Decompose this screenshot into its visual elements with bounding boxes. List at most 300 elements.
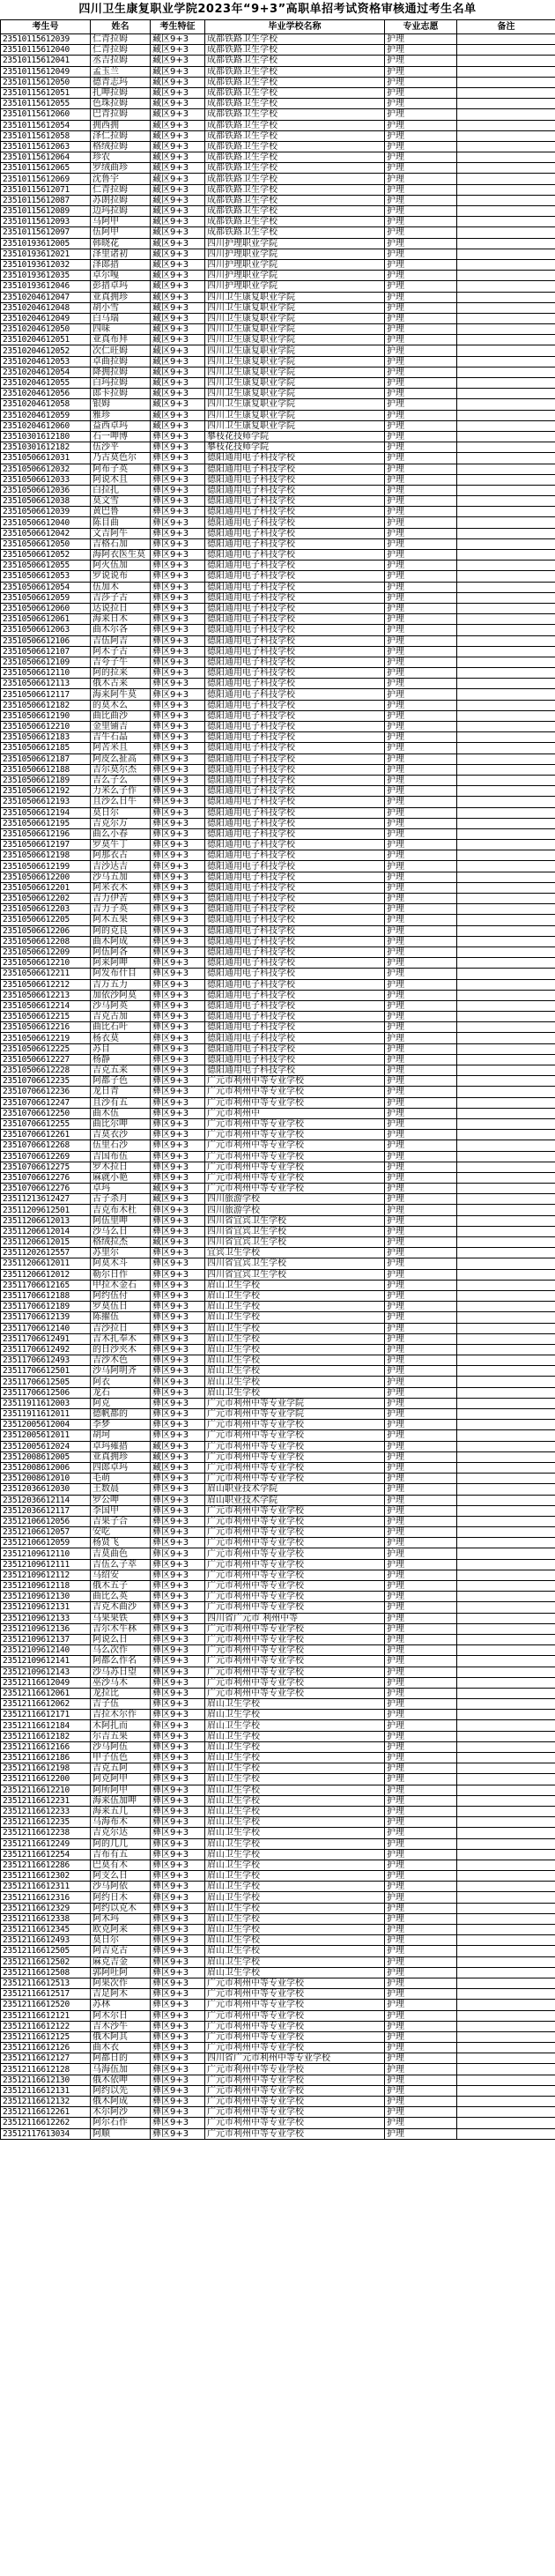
cell-major: 护理 (385, 1720, 457, 1731)
cell-major: 护理 (385, 775, 457, 785)
cell-feature: 彝区9+3 (151, 1495, 205, 1505)
cell-exam-id: 23510506612219 (1, 1033, 91, 1043)
cell-remark (457, 1838, 555, 1849)
cell-major: 护理 (385, 872, 457, 882)
table-row (1, 1592, 555, 1602)
cell-major: 护理 (385, 1860, 457, 1870)
cell-exam-id: 23512116612198 (1, 1763, 91, 1774)
table-row (1, 345, 555, 356)
cell-feature: 彝区9+3 (151, 1946, 205, 1956)
cell-exam-id: 23512109612111 (1, 1559, 91, 1570)
cell-feature: 彝区9+3 (151, 1065, 205, 1076)
cell-major: 护理 (385, 345, 457, 356)
cell-major: 护理 (385, 2031, 457, 2042)
cell-feature: 彝区9+3 (151, 560, 205, 571)
cell-exam-id: 23510115612063 (1, 141, 91, 152)
cell-name: 阿木玛 (91, 1913, 151, 1924)
cell-name: 陈擢伍 (91, 1312, 151, 1323)
cell-exam-id: 23510506612202 (1, 894, 91, 904)
cell-remark (457, 1806, 555, 1816)
cell-name: 亚真布拜 (91, 335, 151, 345)
cell-major: 护理 (385, 238, 457, 249)
cell-exam-id: 23510506612117 (1, 689, 91, 700)
cell-remark (457, 1043, 555, 1054)
cell-school: 成都铁路卫生学校 (205, 152, 385, 163)
cell-feature: 彝区9+3 (151, 646, 205, 657)
cell-exam-id: 23511706612493 (1, 1355, 91, 1366)
table-row (1, 109, 555, 120)
cell-school: 眉山卫生学校 (205, 1312, 385, 1323)
cell-feature: 藏区9+3 (151, 120, 205, 130)
cell-school: 眉山卫生学校 (205, 1774, 385, 1785)
cell-feature: 彝区9+3 (151, 625, 205, 635)
cell-major: 护理 (385, 840, 457, 850)
cell-name: 木阿扎而 (91, 1720, 151, 1731)
cell-school: 四川卫生康复职业学院 (205, 356, 385, 367)
cell-feature: 藏区9+3 (151, 184, 205, 195)
cell-name: 曲比曲沙 (91, 710, 151, 721)
cell-school: 四川卫生康复职业学院 (205, 335, 385, 345)
cell-school: 眉山卫生学校 (205, 1828, 385, 1838)
cell-name: 吉格石加 (91, 538, 151, 549)
cell-remark (457, 1441, 555, 1451)
cell-exam-id: 23510204612047 (1, 292, 91, 302)
table-row (1, 2031, 555, 2042)
cell-school: 广元市利州中等专业学校 (205, 1688, 385, 1698)
cell-school: 广元市利州中等专业学校 (205, 2107, 385, 2118)
cell-major: 护理 (385, 141, 457, 152)
cell-name: 阿伍阿各 (91, 947, 151, 957)
table-row (1, 1763, 555, 1774)
cell-major: 护理 (385, 1000, 457, 1011)
cell-exam-id: 23510506612213 (1, 990, 91, 1000)
cell-feature: 彝区9+3 (151, 1205, 205, 1215)
table-row (1, 1720, 555, 1731)
table-row (1, 1946, 555, 1956)
cell-major: 护理 (385, 1130, 457, 1140)
cell-remark (457, 496, 555, 507)
cell-major: 护理 (385, 271, 457, 281)
table-row (1, 1505, 555, 1516)
cell-remark (457, 1592, 555, 1602)
table-row (1, 797, 555, 807)
cell-name: 白拉扎 (91, 485, 151, 495)
cell-remark (457, 1087, 555, 1097)
cell-name: 沈鲁宇 (91, 174, 151, 184)
cell-school: 广元市利州中等专业学校 (205, 1527, 385, 1538)
cell-exam-id: 23510506612188 (1, 764, 91, 775)
cell-name: 阿约伍付 (91, 1290, 151, 1301)
cell-remark (457, 1688, 555, 1698)
cell-remark (457, 679, 555, 689)
cell-major: 护理 (385, 990, 457, 1000)
cell-exam-id: 23512116612254 (1, 1849, 91, 1860)
cell-name: 阿都子色 (91, 1076, 151, 1087)
cell-exam-id: 23510706612276 (1, 1184, 91, 1194)
cell-exam-id: 23510204612053 (1, 356, 91, 367)
cell-feature: 彝区9+3 (151, 894, 205, 904)
table-row (1, 238, 555, 249)
cell-school: 眉山卫生学校 (205, 1967, 385, 1978)
table-row (1, 1355, 555, 1366)
cell-exam-id: 23510506612212 (1, 979, 91, 990)
table-row (1, 1462, 555, 1473)
cell-remark (457, 775, 555, 785)
cell-exam-id: 23512106612059 (1, 1538, 91, 1548)
cell-exam-id: 23510706612236 (1, 1087, 91, 1097)
table-row (1, 1012, 555, 1022)
cell-name: 龙石 (91, 1387, 151, 1398)
cell-feature: 藏区9+3 (151, 130, 205, 141)
cell-remark (457, 689, 555, 700)
table-row (1, 1817, 555, 1828)
cell-remark (457, 1355, 555, 1366)
cell-school: 成都铁路卫生学校 (205, 130, 385, 141)
cell-exam-id: 23510706612269 (1, 1151, 91, 1162)
cell-remark (457, 1194, 555, 1205)
cell-major: 护理 (385, 915, 457, 925)
cell-exam-id: 23510115612054 (1, 120, 91, 130)
cell-major: 护理 (385, 807, 457, 818)
cell-remark (457, 1602, 555, 1613)
cell-school: 德阳通用电子科技学校 (205, 969, 385, 979)
cell-exam-id: 23510506612042 (1, 528, 91, 538)
cell-exam-id: 23510193612032 (1, 259, 91, 270)
cell-major: 护理 (385, 2053, 457, 2064)
table-row (1, 1795, 555, 1806)
cell-name: 伍加木 (91, 582, 151, 592)
cell-remark (457, 786, 555, 797)
cell-school: 成都铁路卫生学校 (205, 227, 385, 238)
cell-school: 攀枝花技师学院 (205, 442, 385, 453)
cell-school: 德阳通用电子科技学校 (205, 453, 385, 464)
cell-exam-id: 23512005612024 (1, 1441, 91, 1451)
table-row (1, 1290, 555, 1301)
cell-name: 吉莎子古 (91, 592, 151, 603)
cell-feature: 彝区9+3 (151, 1226, 205, 1236)
table-row (1, 679, 555, 689)
cell-remark (457, 1634, 555, 1644)
cell-school: 广元市利州中等专业学校 (205, 1140, 385, 1151)
cell-school: 成都铁路卫生学校 (205, 34, 385, 45)
cell-feature: 彝区9+3 (151, 1012, 205, 1022)
cell-school: 眉山卫生学校 (205, 1344, 385, 1355)
cell-name: 银姆 (91, 399, 151, 410)
cell-remark (457, 1172, 555, 1183)
cell-school: 广元市利州中等专业学校 (205, 1184, 385, 1194)
cell-name: 孟玉兰 (91, 66, 151, 77)
table-row (1, 1538, 555, 1548)
cell-school: 成都铁路卫生学校 (205, 217, 385, 227)
cell-feature: 彝区9+3 (151, 1838, 205, 1849)
cell-remark (457, 1956, 555, 1967)
cell-exam-id: 23510204612052 (1, 345, 91, 356)
cell-exam-id: 23512116612122 (1, 2021, 91, 2031)
cell-name: 杨衣莫 (91, 1033, 151, 1043)
cell-exam-id: 23510706612255 (1, 1118, 91, 1129)
cell-school: 四川卫生康复职业学院 (205, 313, 385, 323)
cell-exam-id: 23510506612192 (1, 786, 91, 797)
cell-exam-id: 23510301612182 (1, 442, 91, 453)
cell-name: 且沙么日牛 (91, 797, 151, 807)
cell-major: 护理 (385, 958, 457, 969)
cell-major: 护理 (385, 603, 457, 613)
cell-major: 护理 (385, 1172, 457, 1183)
cell-school: 广元市利州中等专业学校 (205, 1602, 385, 1613)
cell-major: 护理 (385, 700, 457, 710)
cell-remark (457, 1215, 555, 1226)
cell-major: 护理 (385, 56, 457, 66)
cell-school: 广元市利州中等专业学校 (205, 1172, 385, 1183)
cell-remark (457, 840, 555, 850)
cell-name: 罗莫伍日 (91, 1302, 151, 1312)
cell-school: 广元市利州中等专业学校 (205, 1978, 385, 1988)
cell-exam-id: 23510506612185 (1, 743, 91, 753)
table-row (1, 34, 555, 45)
cell-school: 广元市利州中等专业学院 (205, 1409, 385, 1420)
cell-name: 吉么子么 (91, 775, 151, 785)
cell-feature: 彝区9+3 (151, 1409, 205, 1420)
cell-school: 四川省宜宾卫生学校 (205, 1269, 385, 1280)
table-row (1, 603, 555, 613)
table-row (1, 582, 555, 592)
cell-name: 阿克 (91, 1398, 151, 1408)
cell-name: 郎卡拉姆 (91, 389, 151, 399)
cell-feature: 彝区9+3 (151, 1248, 205, 1258)
cell-feature: 彝区9+3 (151, 1913, 205, 1924)
table-row (1, 700, 555, 710)
cell-name: 吉沙木色 (91, 1355, 151, 1366)
table-row (1, 1849, 555, 1860)
cell-name: 阿说木且 (91, 474, 151, 485)
cell-remark (457, 399, 555, 410)
cell-feature: 彝区9+3 (151, 1022, 205, 1033)
cell-exam-id: 23512116612261 (1, 2107, 91, 2118)
cell-remark (457, 743, 555, 753)
cell-major: 护理 (385, 2128, 457, 2139)
cell-name: 李梦 (91, 1420, 151, 1430)
cell-name: 吉莫衣沙 (91, 1130, 151, 1140)
cell-school: 广元市利州中等专业学校 (205, 1130, 385, 1140)
cell-remark (457, 2075, 555, 2085)
cell-feature: 彝区9+3 (151, 453, 205, 464)
cell-feature: 藏区9+3 (151, 420, 205, 431)
cell-remark (457, 431, 555, 442)
cell-school: 德阳通用电子科技学校 (205, 592, 385, 603)
cell-feature: 彝区9+3 (151, 689, 205, 700)
cell-major: 护理 (385, 302, 457, 313)
cell-school: 四川卫生康复职业学院 (205, 399, 385, 410)
cell-major: 护理 (385, 592, 457, 603)
cell-exam-id: 23511206612014 (1, 1226, 91, 1236)
table-row (1, 464, 555, 474)
cell-major: 护理 (385, 1602, 457, 1613)
cell-exam-id: 23512116612126 (1, 2043, 91, 2053)
cell-name: 黄巴鲁 (91, 507, 151, 517)
cell-feature: 彝区9+3 (151, 1710, 205, 1720)
cell-remark (457, 1387, 555, 1398)
cell-feature: 藏区9+3 (151, 249, 205, 259)
cell-remark (457, 174, 555, 184)
cell-name: 曲比石叶 (91, 1022, 151, 1033)
table-row (1, 249, 555, 259)
cell-name: 阿的几几 (91, 1838, 151, 1849)
cell-exam-id: 23510506612206 (1, 925, 91, 936)
cell-exam-id: 23512116612249 (1, 1838, 91, 1849)
cell-remark (457, 2107, 555, 2118)
cell-major: 护理 (385, 399, 457, 410)
cell-feature: 彝区9+3 (151, 1763, 205, 1774)
cell-name: 苏朗拉姆 (91, 195, 151, 205)
cell-feature: 彝区9+3 (151, 1398, 205, 1408)
table-row (1, 1108, 555, 1118)
table-row (1, 668, 555, 679)
cell-feature: 彝区9+3 (151, 1817, 205, 1828)
cell-major: 护理 (385, 1645, 457, 1656)
cell-feature: 彝区9+3 (151, 764, 205, 775)
cell-major: 护理 (385, 1302, 457, 1312)
cell-exam-id: 23510115612069 (1, 174, 91, 184)
cell-feature: 彝区9+3 (151, 753, 205, 764)
cell-remark (457, 1118, 555, 1129)
cell-feature: 彝区9+3 (151, 1871, 205, 1882)
cell-exam-id: 23512116612184 (1, 1720, 91, 1731)
cell-remark (457, 507, 555, 517)
table-row (1, 925, 555, 936)
cell-remark (457, 66, 555, 77)
cell-major: 护理 (385, 614, 457, 625)
cell-remark (457, 1184, 555, 1194)
table-row (1, 2107, 555, 2118)
cell-remark (457, 130, 555, 141)
cell-school: 成都铁路卫生学校 (205, 77, 385, 87)
cell-feature: 彝区9+3 (151, 1000, 205, 1011)
cell-major: 护理 (385, 1151, 457, 1162)
cell-school: 眉山卫生学校 (205, 1302, 385, 1312)
cell-school: 德阳通用电子科技学校 (205, 947, 385, 957)
table-row (1, 99, 555, 109)
cell-feature: 彝区9+3 (151, 603, 205, 613)
cell-remark (457, 45, 555, 56)
cell-school: 德阳通用电子科技学校 (205, 1012, 385, 1022)
cell-major: 护理 (385, 1097, 457, 1108)
table-row (1, 271, 555, 281)
cell-feature: 彝区9+3 (151, 668, 205, 679)
cell-exam-id: 23512116612316 (1, 1892, 91, 1903)
cell-name: 俄木依呷 (91, 2075, 151, 2085)
table-row (1, 710, 555, 721)
cell-remark (457, 1763, 555, 1774)
cell-feature: 彝区9+3 (151, 947, 205, 957)
cell-exam-id: 23512116612186 (1, 1753, 91, 1763)
cell-feature: 彝区9+3 (151, 1366, 205, 1377)
cell-feature: 藏区9+3 (151, 87, 205, 98)
cell-name: 泽里诸初 (91, 249, 151, 259)
cell-remark (457, 2043, 555, 2053)
table-row (1, 1935, 555, 1946)
cell-exam-id: 23510506612216 (1, 1022, 91, 1033)
cell-name: 毛萌 (91, 1474, 151, 1484)
cell-feature: 藏区9+3 (151, 1237, 205, 1248)
document-title: 四川卫生康复职业学院2023年“9+3”高职单招考试资格审核通过考生名单 (78, 3, 477, 16)
cell-feature: 彝区9+3 (151, 550, 205, 560)
cell-major: 护理 (385, 1065, 457, 1076)
cell-school: 广元市利州中等专业学校 (205, 1430, 385, 1441)
cell-major: 护理 (385, 2118, 457, 2128)
cell-feature: 彝区9+3 (151, 1892, 205, 1903)
cell-remark (457, 1323, 555, 1333)
cell-major: 护理 (385, 281, 457, 292)
cell-exam-id: 23512036612030 (1, 1484, 91, 1495)
table-row (1, 571, 555, 582)
cell-remark (457, 1226, 555, 1236)
cell-feature: 彝区9+3 (151, 1108, 205, 1118)
cell-school: 广元市利州中等专业学校 (205, 1420, 385, 1430)
cell-major: 护理 (385, 87, 457, 98)
cell-school: 广元市利州中等专业学校 (205, 1581, 385, 1592)
cell-feature: 藏区9+3 (151, 1441, 205, 1451)
cell-feature: 彝区9+3 (151, 2075, 205, 2085)
cell-remark (457, 1570, 555, 1580)
cell-name: 巴莫有木 (91, 1860, 151, 1870)
cell-exam-id: 23512116612345 (1, 1925, 91, 1935)
table-row (1, 689, 555, 700)
cell-school: 四川护理职业学院 (205, 249, 385, 259)
cell-school: 四川省广元市 利州中等 (205, 1613, 385, 1623)
cell-remark (457, 485, 555, 495)
cell-name: 卓玛 (91, 1184, 151, 1194)
cell-remark (457, 1162, 555, 1172)
cell-major: 护理 (385, 528, 457, 538)
cell-feature: 彝区9+3 (151, 818, 205, 828)
cell-school: 广元市利州中 (205, 1108, 385, 1118)
cell-school: 广元市利州中等专业学校 (205, 1623, 385, 1634)
cell-exam-id: 23510115612055 (1, 99, 91, 109)
cell-major: 护理 (385, 1087, 457, 1097)
cell-name: 吉莫曲色 (91, 1548, 151, 1559)
cell-remark (457, 1623, 555, 1634)
cell-school: 成都铁路卫生学校 (205, 206, 385, 217)
cell-name: 海来伍加呷 (91, 1795, 151, 1806)
cell-exam-id: 23512116612049 (1, 1677, 91, 1688)
cell-remark (457, 1451, 555, 1462)
cell-remark (457, 1935, 555, 1946)
cell-feature: 彝区9+3 (151, 1033, 205, 1043)
cell-school: 广元市利州中等专业学校 (205, 1559, 385, 1570)
table-row (1, 227, 555, 238)
table-row (1, 281, 555, 292)
cell-name: 龙日青 (91, 1087, 151, 1097)
table-row (1, 1495, 555, 1505)
cell-major: 护理 (385, 1377, 457, 1387)
cell-name: 白马瑞 (91, 313, 151, 323)
cell-exam-id: 23510506612211 (1, 969, 91, 979)
cell-remark (457, 925, 555, 936)
cell-school: 德阳通用电子科技学校 (205, 507, 385, 517)
cell-major: 护理 (385, 2000, 457, 2010)
cell-feature: 彝区9+3 (151, 1387, 205, 1398)
cell-major: 护理 (385, 1838, 457, 1849)
cell-name: 吉沙拉日 (91, 1323, 151, 1333)
cell-name: 的莫木么 (91, 700, 151, 710)
cell-feature: 藏区9+3 (151, 34, 205, 45)
cell-major: 护理 (385, 259, 457, 270)
cell-remark (457, 1097, 555, 1108)
cell-exam-id: 23512116612130 (1, 2075, 91, 2085)
cell-feature: 彝区9+3 (151, 1935, 205, 1946)
cell-feature: 彝区9+3 (151, 1828, 205, 1838)
cell-name: 巴青拉姆 (91, 109, 151, 120)
